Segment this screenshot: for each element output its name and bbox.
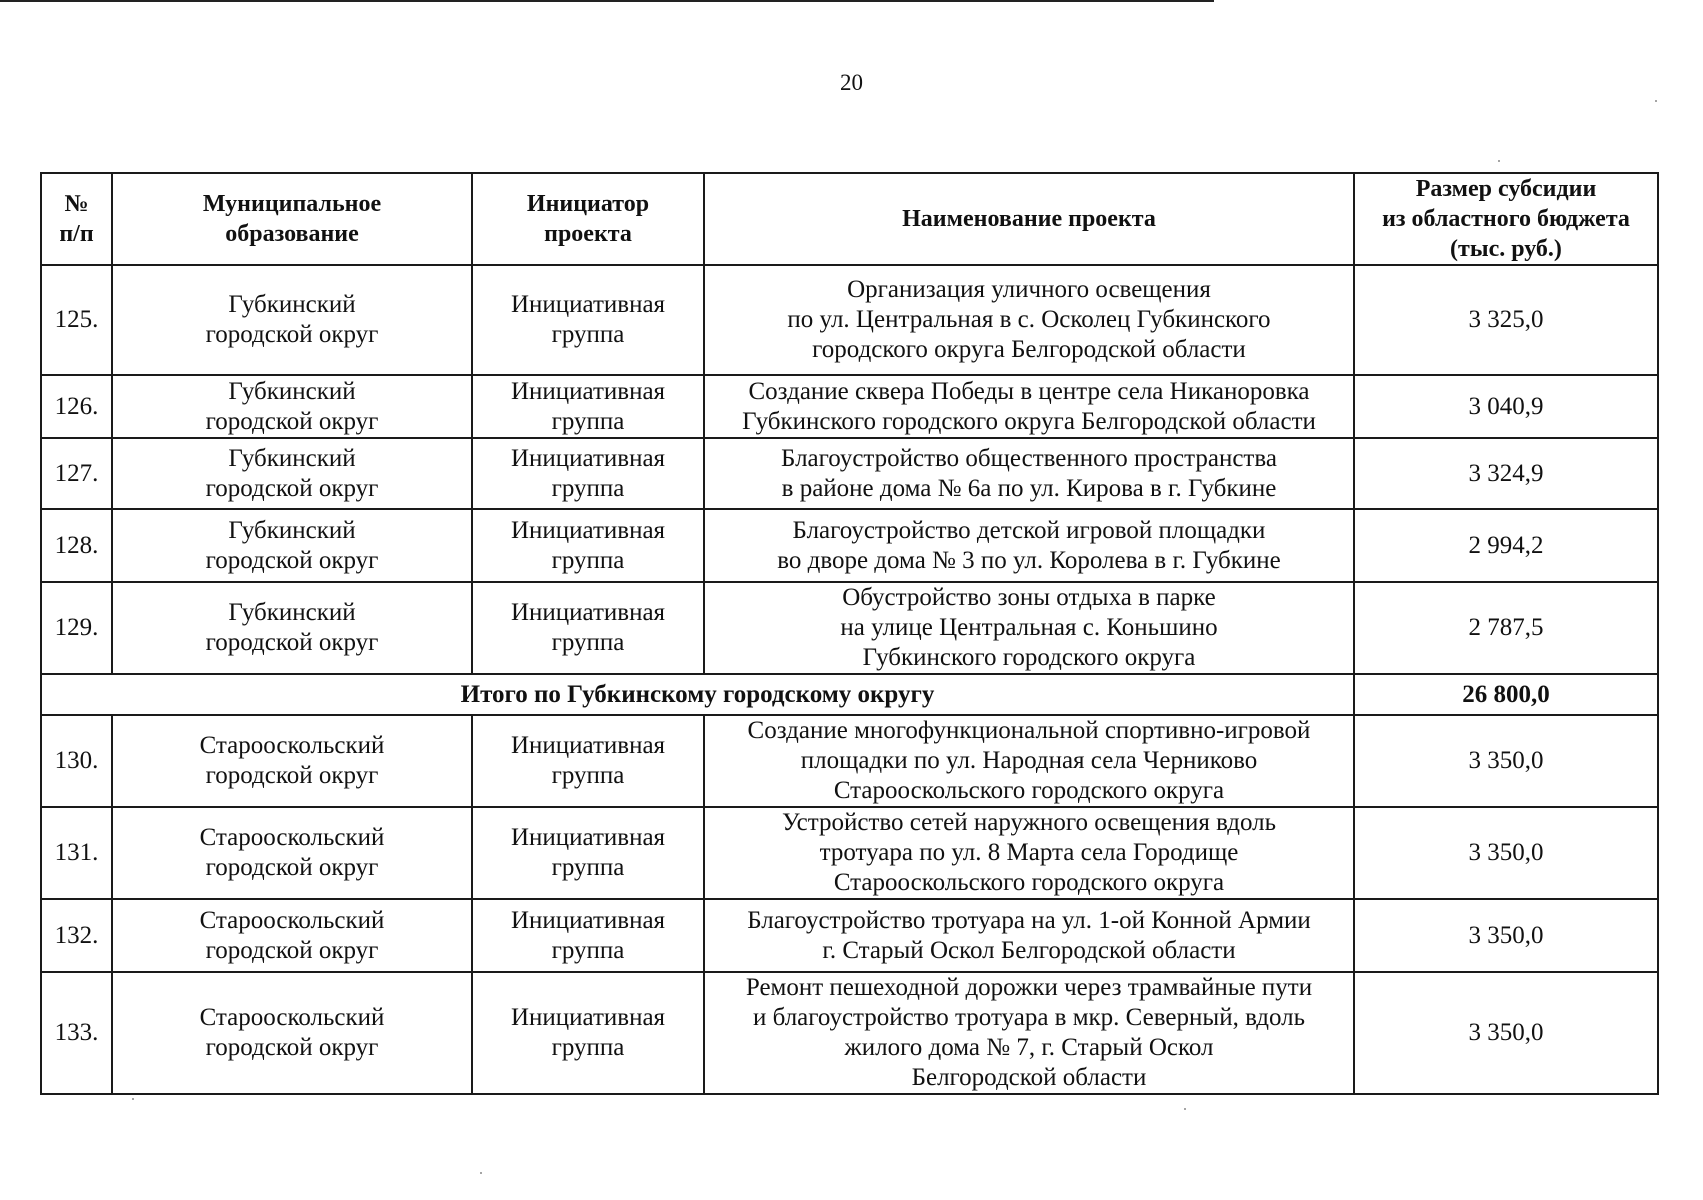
table-row xyxy=(41,807,1658,899)
row-number: 125. xyxy=(41,265,112,375)
subsidy-cell: 3 040,9 xyxy=(1354,375,1658,438)
table-row xyxy=(41,375,1658,438)
header-municipality: Муниципальное образование xyxy=(112,173,472,265)
table-row xyxy=(41,438,1658,509)
table-row xyxy=(41,509,1658,582)
subsidy-cell: 3 324,9 xyxy=(1354,438,1658,509)
subsidy-cell: 3 350,0 xyxy=(1354,807,1658,899)
initiator-cell: Инициативная группа xyxy=(472,438,704,509)
municipality-cell: Старооскольский городской округ xyxy=(112,807,472,899)
subsidy-table xyxy=(40,172,1659,1095)
project-cell: Благоустройство детской игровой площадки во дворе дома № 3 по ул. Королева в г. Губкине xyxy=(704,509,1354,582)
initiator-cell: Инициативная группа xyxy=(472,807,704,899)
municipality-cell: Губкинский городской округ xyxy=(112,265,472,375)
municipality-cell: Губкинский городской округ xyxy=(112,509,472,582)
top-rule xyxy=(0,0,1214,2)
table-row xyxy=(41,265,1658,375)
municipality-cell: Старооскольский городской округ xyxy=(112,899,472,972)
row-number: 127. xyxy=(41,438,112,509)
row-number: 126. xyxy=(41,375,112,438)
subsidy-cell: 2 994,2 xyxy=(1354,509,1658,582)
municipality-cell: Старооскольский городской округ xyxy=(112,715,472,807)
page-number: 20 xyxy=(840,70,863,95)
scan-speck xyxy=(1498,160,1500,162)
table-row xyxy=(41,715,1658,807)
table-row xyxy=(41,582,1658,674)
initiator-cell: Инициативная группа xyxy=(472,509,704,582)
row-number: 131. xyxy=(41,807,112,899)
row-number: 130. xyxy=(41,715,112,807)
scan-speck xyxy=(1184,1108,1186,1110)
project-cell: Обустройство зоны отдыха в парке на улице Центральная с. Коньшино Губкинского городского округа xyxy=(704,582,1354,674)
scan-speck xyxy=(132,1098,134,1100)
initiator-cell: Инициативная группа xyxy=(472,715,704,807)
project-cell: Ремонт пешеходной дорожки через трамвайные пути и благоустройство тротуара в мкр. Северный, вдоль жилого дома № 7, г. Старый Оскол Белгородской области xyxy=(704,972,1354,1094)
row-number: 128. xyxy=(41,509,112,582)
initiator-cell: Инициативная группа xyxy=(472,265,704,375)
row-number: 133. xyxy=(41,972,112,1094)
project-cell: Благоустройство тротуара на ул. 1-ой Конной Армии г. Старый Оскол Белгородской области xyxy=(704,899,1354,972)
project-cell: Организация уличного освещения по ул. Центральная в с. Осколец Губкинского городского округа Белгородской области xyxy=(704,265,1354,375)
subtotal-label: Итого по Губкинскому городскому округу xyxy=(41,674,1354,715)
project-cell: Создание сквера Победы в центре села Никаноровка Губкинского городского округа Белгородской области xyxy=(704,375,1354,438)
project-cell: Создание многофункциональной спортивно-игровой площадки по ул. Народная села Черниково Старооскольского городского округа xyxy=(704,715,1354,807)
municipality-cell: Губкинский городской округ xyxy=(112,582,472,674)
subsidy-cell: 3 325,0 xyxy=(1354,265,1658,375)
subsidy-cell: 3 350,0 xyxy=(1354,972,1658,1094)
header-project: Наименование проекта xyxy=(704,173,1354,265)
initiator-cell: Инициативная группа xyxy=(472,582,704,674)
initiator-cell: Инициативная группа xyxy=(472,375,704,438)
subtotal-value: 26 800,0 xyxy=(1354,674,1658,715)
project-cell: Благоустройство общественного пространства в районе дома № 6а по ул. Кирова в г. Губкине xyxy=(704,438,1354,509)
header-subsidy: Размер субсидии из областного бюджета (тыс. руб.) xyxy=(1354,173,1658,265)
header-num: № п/п xyxy=(41,173,112,265)
initiator-cell: Инициативная группа xyxy=(472,972,704,1094)
row-number: 132. xyxy=(41,899,112,972)
subsidy-cell: 3 350,0 xyxy=(1354,899,1658,972)
project-cell: Устройство сетей наружного освещения вдоль тротуара по ул. 8 Марта села Городище Старооскольского городского округа xyxy=(704,807,1354,899)
table-row xyxy=(41,972,1658,1094)
initiator-cell: Инициативная группа xyxy=(472,899,704,972)
table-row xyxy=(41,899,1658,972)
subtotal-row xyxy=(41,674,1658,715)
row-number: 129. xyxy=(41,582,112,674)
table-header-row xyxy=(41,173,1658,265)
header-initiator: Инициатор проекта xyxy=(472,173,704,265)
scan-speck xyxy=(1655,100,1657,102)
municipality-cell: Старооскольский городской округ xyxy=(112,972,472,1094)
scan-speck xyxy=(480,1172,482,1174)
subsidy-cell: 3 350,0 xyxy=(1354,715,1658,807)
municipality-cell: Губкинский городской округ xyxy=(112,375,472,438)
municipality-cell: Губкинский городской округ xyxy=(112,438,472,509)
subsidy-cell: 2 787,5 xyxy=(1354,582,1658,674)
